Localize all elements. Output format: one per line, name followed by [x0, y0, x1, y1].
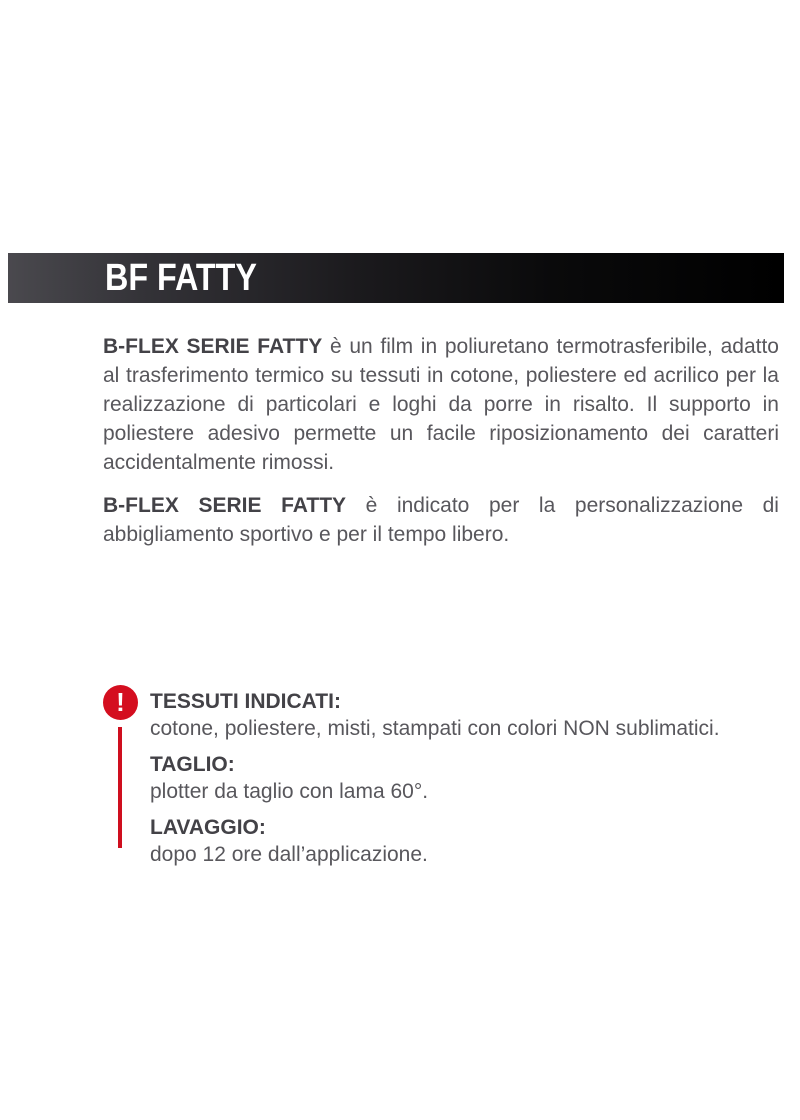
title-banner	[8, 253, 784, 303]
alert-icon	[103, 685, 138, 720]
paragraph-text: è indicato per la personalizzazione di abbigliamento sportivo e per il tempo libero.	[103, 494, 779, 546]
section-heading: LAVAGGIO:	[150, 816, 266, 839]
spec-sections	[150, 688, 780, 877]
section-detail: dopo 12 ore dall’applicazione.	[150, 843, 428, 866]
section-detail: plotter da taglio con lama 60°.	[150, 780, 429, 803]
intro-text	[103, 332, 779, 549]
exclamation-glyph: !	[116, 686, 125, 717]
section-tessuti-indicati	[150, 688, 780, 742]
accent-line	[118, 727, 122, 848]
product-name: B-FLEX SERIE FATTY	[103, 335, 323, 358]
intro-paragraph-2	[103, 491, 779, 549]
section-detail: cotone, poliestere, misti, stampati con colori NON sublimatici.	[150, 717, 720, 740]
section-heading: TESSUTI INDICATI:	[150, 690, 341, 713]
paragraph-text: è un film in poliuretano termotrasferibile, adatto al trasferimento termico su tessuti in cotone, poliestere ed acrilico per la realizzazione di particolari e loghi da porre in risalto. Il supporto in poliestere adesivo permette un facile riposizionamento dei caratteri accidentalmente rimossi.	[103, 335, 779, 474]
section-heading: TAGLIO:	[150, 753, 235, 776]
intro-paragraph-1	[103, 332, 779, 477]
section-lavaggio	[150, 814, 780, 868]
section-taglio	[150, 751, 780, 805]
page-title: BF FATTY	[105, 256, 257, 299]
product-name: B-FLEX SERIE FATTY	[103, 494, 347, 517]
